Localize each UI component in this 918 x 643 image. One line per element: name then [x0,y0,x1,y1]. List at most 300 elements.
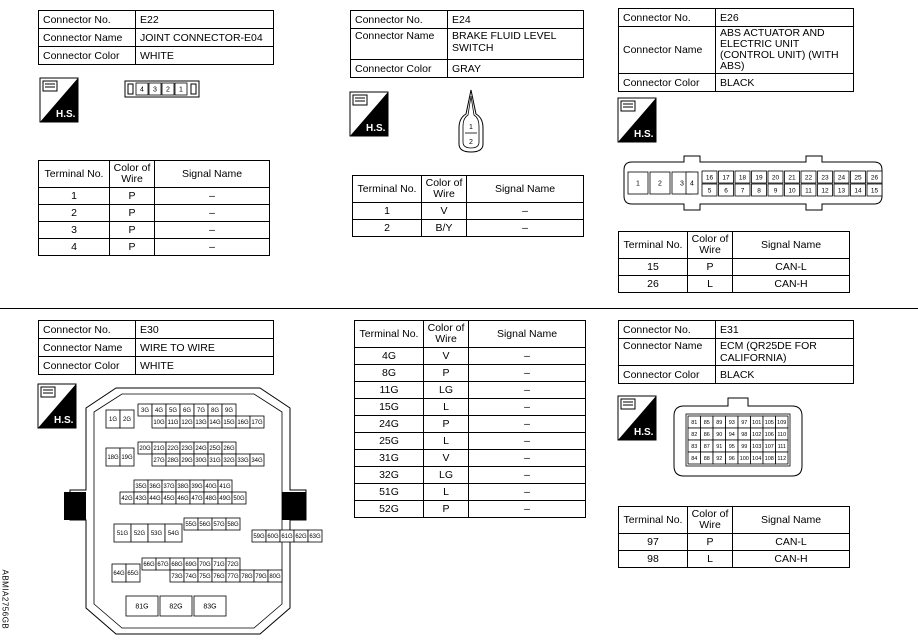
terminal-pin-label: 51G [116,531,129,538]
terminal-pin-label: 112 [777,455,787,462]
terminal-pin-label: 15G [223,420,235,427]
signal-name-cell: – [469,433,586,450]
wire-color-cell: P [424,501,469,518]
terminal-pin-label: 40G [205,484,217,491]
signal-name-cell: CAN-L [733,259,850,276]
signal-name-cell: – [469,484,586,501]
connector-name-label: Connector Name [619,339,716,366]
terminal-pin-label: 21 [788,174,796,182]
terminal-no-cell: 2 [353,220,422,237]
terminal-pin-label: 64G [113,571,125,578]
connector-color-label: Connector Color [351,60,448,78]
table-row [353,220,584,237]
table-row [355,433,586,450]
e24-connector-color: GRAY [448,60,584,78]
e31-connector-no: E31 [716,321,854,339]
terminal-pin-label: 19 [755,174,763,182]
connector-color-label: Connector Color [39,357,136,375]
connector-name-label: Connector Name [351,29,448,60]
terminal-pin-label: 7 [740,187,745,195]
wire-color-cell: P [110,222,155,239]
terminal-pin-label: 58G [227,522,239,529]
signal-name-cell: CAN-H [733,551,850,568]
e24-pin: 2 [469,139,473,146]
terminal-pin-label: 9G [224,408,234,415]
table-row [39,222,270,239]
terminal-pin-label: 55G [185,522,197,529]
terminal-pin-label: 3G [140,408,150,415]
terminal-pin-label: 33G [237,458,249,465]
terminal-pin-label: 57G [213,522,225,529]
terminal-pin-label: 103 [752,443,762,450]
terminal-pin-label: 2G [122,417,132,424]
table-row [39,188,270,205]
terminal-pin-label: 79G [255,574,267,581]
wire-color-cell: L [424,433,469,450]
terminal-pin-label: 23 [821,174,829,182]
color-of-wire-header: Color of Wire [688,232,733,259]
terminal-pin-label: 21G [153,446,165,453]
terminal-no-cell: 3 [39,222,110,239]
terminal-pin-label: 20 [771,174,780,182]
color-of-wire-header: Color of Wire [110,161,155,188]
table-row [355,501,586,518]
terminal-pin-label: 88 [703,455,710,462]
signal-name-cell: – [467,203,584,220]
signal-name-cell: – [469,450,586,467]
signal-name-cell: CAN-L [733,534,850,551]
wire-color-cell: P [110,205,155,222]
terminal-pin-label: 63G [309,534,321,541]
signal-name-header: Signal Name [733,232,850,259]
e30-connector-no: E30 [136,321,274,339]
connector-no-label: Connector No. [39,321,136,339]
e22-info-table [38,10,274,65]
terminal-pin-label: 66G [143,562,155,569]
color-of-wire-header: Color of Wire [424,321,469,348]
terminal-pin-label: 6 [724,187,728,195]
terminal-pin-label: 28G [167,458,179,465]
terminal-pin-label: 4 [690,180,694,188]
terminal-pin-label: 72G [227,562,239,569]
terminal-pin-label: 111 [777,443,786,450]
signal-name-cell: – [469,348,586,365]
e22-connector-color: WHITE [136,47,274,65]
terminal-pin-label: 108 [764,455,774,462]
terminal-pin-label: 69G [185,562,197,569]
terminal-pin-label: 16 [705,174,714,182]
terminal-pin-label: 93 [728,419,735,426]
terminal-pin-label: 62G [295,534,307,541]
terminal-pin-label: 83 [691,443,698,450]
terminal-no-cell: 8G [355,365,424,382]
e24-terminal-table [352,175,584,237]
wire-color-cell: P [424,416,469,433]
terminal-pin-label: 54G [167,531,180,538]
table-row [619,276,850,293]
terminal-pin-label: 77G [227,574,239,581]
terminal-no-cell: 4G [355,348,424,365]
terminal-no-cell: 52G [355,501,424,518]
terminal-pin-label: 7G [196,408,206,415]
terminal-pin-label: 85 [703,419,710,426]
harness-side-icon [618,98,656,142]
terminal-pin-label: 10G [153,420,165,427]
e30-connector-color: WHITE [136,357,274,375]
signal-name-header: Signal Name [469,321,586,348]
terminal-pin-label: 29G [181,458,193,465]
e30-connector-name: WIRE TO WIRE [136,339,274,357]
connector-no-label: Connector No. [619,321,716,339]
terminal-pin-label: 97 [741,419,748,426]
terminal-no-header: Terminal No. [619,232,688,259]
terminal-pin-label: 48G [205,496,217,503]
wire-color-cell: LG [424,467,469,484]
harness-side-icon [350,92,388,136]
terminal-pin-label: 44G [149,496,161,503]
terminal-no-header: Terminal No. [353,176,422,203]
wire-color-cell: L [688,551,733,568]
signal-name-cell: – [467,220,584,237]
e26-terminal-table [618,231,850,293]
table-row [355,450,586,467]
terminal-pin-label: 34G [251,458,263,465]
e31-terminal-table [618,506,850,568]
terminal-pin-label: 5 [707,187,712,195]
e24-info-table [350,10,584,78]
signal-name-header: Signal Name [155,161,270,188]
e26-connector-no: E26 [716,9,854,27]
terminal-no-header: Terminal No. [39,161,110,188]
terminal-pin-label: 91 [716,443,723,450]
table-row [355,399,586,416]
terminal-pin-label: 32G [223,458,235,465]
terminal-no-cell: 97 [619,534,688,551]
terminal-pin-label: 25 [854,174,862,182]
terminal-pin-label: 81G [135,603,149,611]
terminal-pin-label: 61G [281,534,293,541]
terminal-pin-label: 3 [680,180,684,188]
wire-color-cell: B/Y [422,220,467,237]
terminal-pin-label: 30G [195,458,207,465]
terminal-pin-label: 14 [854,187,862,195]
terminal-no-cell: 2 [39,205,110,222]
terminal-pin-label: 83G [203,603,217,611]
terminal-pin-label: 84 [691,455,698,462]
terminal-pin-label: 12 [821,187,829,195]
wire-color-cell: P [688,259,733,276]
terminal-pin-label: 73G [171,574,183,581]
e31-connector-face [670,396,806,484]
e31-connector-color: BLACK [716,366,854,384]
terminal-pin-label: 4G [154,408,164,415]
terminal-pin-label: 36G [149,484,161,491]
terminal-pin-label: 68G [171,562,183,569]
terminal-pin-label: 75G [199,574,211,581]
e24-connector-face [456,88,486,154]
e30-connector-face [60,386,321,638]
wire-color-cell: P [110,188,155,205]
table-row [355,382,586,399]
terminal-pin-label: 22 [804,174,813,182]
wire-color-cell: P [110,239,155,256]
terminal-no-header: Terminal No. [355,321,424,348]
terminal-pin-label: 37G [163,484,175,491]
terminal-pin-label: 2 [166,86,170,94]
hs-label: H.S. [54,415,74,426]
terminal-pin-label: 24G [195,446,207,453]
terminal-pin-label: 13 [837,187,846,195]
e31-connector-name: ECM (QR25DE FOR CALIFORNIA) [716,339,854,366]
terminal-pin-label: 18 [738,174,747,182]
connector-color-label: Connector Color [619,74,716,92]
table-row [353,203,584,220]
terminal-pin-label: 59G [253,534,265,541]
terminal-pin-label: 82G [169,603,183,611]
terminal-pin-label: 60G [267,534,279,541]
table-row [355,416,586,433]
e22-connector-name: JOINT CONNECTOR-E04 [136,29,274,47]
latch-left [64,492,86,520]
wire-color-cell: V [424,450,469,467]
signal-name-cell: – [155,222,270,239]
terminal-pin-label: 25G [209,446,221,453]
terminal-no-cell: 26 [619,276,688,293]
terminal-pin-label: 110 [777,431,787,438]
terminal-no-cell: 1 [353,203,422,220]
terminal-pin-label: 26G [223,446,235,453]
terminal-pin-label: 89 [716,419,723,426]
terminal-no-cell: 98 [619,551,688,568]
connector-name-label: Connector Name [39,29,136,47]
terminal-pin-label: 42G [121,496,133,503]
connector-name-label: Connector Name [39,339,136,357]
terminal-pin-label: 11G [167,420,179,427]
hs-label: H.S. [634,129,654,140]
terminal-no-header: Terminal No. [619,507,688,534]
terminal-pin-label: 86 [703,431,710,438]
terminal-no-cell: 11G [355,382,424,399]
signal-name-cell: – [155,239,270,256]
e31-info-table [618,320,854,384]
terminal-pin-label: 109 [777,419,787,426]
color-of-wire-header: Color of Wire [688,507,733,534]
terminal-pin-label: 95 [728,443,735,450]
table-row [355,484,586,501]
table-row [39,239,270,256]
e30-info-table [38,320,274,375]
harness-side-icon [618,396,656,440]
signal-name-cell: – [469,399,586,416]
connector-no-label: Connector No. [39,11,136,29]
terminal-pin-label: 100 [739,455,749,462]
connector-name-label: Connector Name [619,27,716,74]
signal-name-header: Signal Name [733,507,850,534]
connector-color-label: Connector Color [39,47,136,65]
terminal-no-cell: 4 [39,239,110,256]
terminal-pin-label: 104 [752,455,762,462]
terminal-pin-label: 52G [133,531,146,538]
terminal-pin-label: 43G [135,496,147,503]
terminal-pin-label: 78G [241,574,253,581]
terminal-pin-label: 5G [168,408,178,415]
terminal-pin-label: 14G [209,420,221,427]
terminal-pin-label: 31G [209,458,221,465]
terminal-pin-label: 3 [153,86,157,94]
terminal-no-cell: 1 [39,188,110,205]
terminal-pin-label: 4 [140,86,144,94]
terminal-no-cell: 51G [355,484,424,501]
terminal-no-cell: 15 [619,259,688,276]
table-row [619,534,850,551]
table-row [355,467,586,484]
hs-label: H.S. [366,123,386,134]
terminal-pin-label: 8 [757,187,761,195]
terminal-pin-label: 27G [153,458,165,465]
terminal-pin-label: 15 [870,187,879,195]
terminal-pin-label: 20G [139,446,151,453]
terminal-pin-label: 10 [788,187,796,195]
terminal-pin-label: 96 [728,455,735,462]
terminal-pin-label: 35G [135,484,147,491]
terminal-pin-label: 1 [636,180,640,188]
terminal-pin-label: 16G [237,420,249,427]
wire-color-cell: V [422,203,467,220]
terminal-pin-label: 82 [691,431,698,438]
terminal-pin-label: 2 [658,180,662,188]
terminal-no-cell: 31G [355,450,424,467]
terminal-pin-label: 46G [177,496,189,503]
signal-name-cell: – [469,416,586,433]
terminal-pin-label: 70G [199,562,211,569]
terminal-pin-label: 1G [108,417,118,424]
wire-color-cell: L [424,399,469,416]
terminal-pin-label: 71G [213,562,225,569]
terminal-pin-label: 90 [716,431,723,438]
terminal-pin-label: 18G [107,455,119,462]
terminal-pin-label: 56G [199,522,211,529]
terminal-pin-label: 67G [157,562,169,569]
terminal-pin-label: 107 [764,443,774,450]
wire-color-cell: P [424,365,469,382]
table-row [619,551,850,568]
terminal-no-cell: 24G [355,416,424,433]
terminal-pin-label: 11 [805,187,812,195]
wire-color-cell: LG [424,382,469,399]
table-row [619,259,850,276]
harness-side-icon [40,78,78,122]
hs-label: H.S. [56,109,76,120]
terminal-no-cell: 15G [355,399,424,416]
terminal-pin-label: 50G [233,496,245,503]
terminal-pin-label: 92 [716,455,723,462]
terminal-pin-label: 106 [764,431,774,438]
terminal-no-cell: 25G [355,433,424,450]
e24-connector-name: BRAKE FLUID LEVEL SWITCH [448,29,584,60]
terminal-pin-label: 19G [121,455,133,462]
latch-right [282,492,306,520]
terminal-pin-label: 17G [251,420,263,427]
terminal-no-cell: 32G [355,467,424,484]
signal-name-cell: – [469,467,586,484]
terminal-pin-label: 26 [870,174,879,182]
figure-code: ABMIA2756GB [0,569,10,630]
e26-connector-color: BLACK [716,74,854,92]
terminal-pin-label: 1 [179,86,183,94]
hs-label: H.S. [634,427,654,438]
terminal-pin-label: 38G [177,484,189,491]
signal-name-cell: – [469,382,586,399]
terminal-pin-label: 49G [219,496,231,503]
section-divider [0,308,918,309]
terminal-pin-label: 74G [185,574,197,581]
terminal-pin-label: 99 [741,443,748,450]
e26-info-table [618,8,854,92]
terminal-pin-label: 13G [195,420,207,427]
signal-name-cell: – [469,501,586,518]
e24-pin: 1 [469,124,473,131]
connector-color-label: Connector Color [619,366,716,384]
connector-no-label: Connector No. [619,9,716,27]
terminal-pin-label: 23G [181,446,193,453]
terminal-pin-label: 8G [210,408,220,415]
terminal-pin-label: 101 [752,419,762,426]
wire-color-cell: L [424,484,469,501]
terminal-pin-label: 94 [728,431,735,438]
terminal-pin-label: 22G [167,446,179,453]
wire-color-cell: L [688,276,733,293]
terminal-pin-label: 17 [722,174,730,182]
signal-name-cell: – [155,205,270,222]
e24-connector-no: E24 [448,11,584,29]
terminal-pin-label: 80G [269,574,281,581]
terminal-pin-label: 76G [213,574,225,581]
terminal-pin-label: 24 [837,174,846,182]
connector-no-label: Connector No. [351,11,448,29]
table-row [355,348,586,365]
e22-connector-face [124,80,200,98]
e22-connector-no: E22 [136,11,274,29]
terminal-pin-label: 9 [773,187,778,195]
terminal-pin-label: 102 [752,431,762,438]
terminal-pin-label: 41G [219,484,231,491]
signal-name-header: Signal Name [467,176,584,203]
signal-name-cell: – [469,365,586,382]
e22-terminal-table [38,160,270,256]
table-row [355,365,586,382]
wire-color-cell: V [424,348,469,365]
terminal-pin-label: 65G [127,571,139,578]
table-row [39,205,270,222]
e26-connector-face [620,154,886,212]
terminal-pin-label: 12G [181,420,193,427]
terminal-pin-label: 87 [703,443,710,450]
terminal-pin-label: 47G [191,496,203,503]
signal-name-cell: – [155,188,270,205]
color-of-wire-header: Color of Wire [422,176,467,203]
e30-terminal-table [354,320,586,518]
terminal-pin-label: 105 [764,419,774,426]
terminal-pin-label: 39G [191,484,203,491]
terminal-pin-label: 98 [741,431,748,438]
signal-name-cell: CAN-H [733,276,850,293]
terminal-pin-label: 45G [163,496,175,503]
e26-connector-name: ABS ACTUATOR AND ELECTRIC UNIT (CONTROL UNIT) (WITH ABS) [716,27,854,74]
terminal-pin-label: 53G [150,531,163,538]
terminal-pin-label: 81 [691,419,698,426]
wire-color-cell: P [688,534,733,551]
terminal-pin-label: 6G [182,408,192,415]
